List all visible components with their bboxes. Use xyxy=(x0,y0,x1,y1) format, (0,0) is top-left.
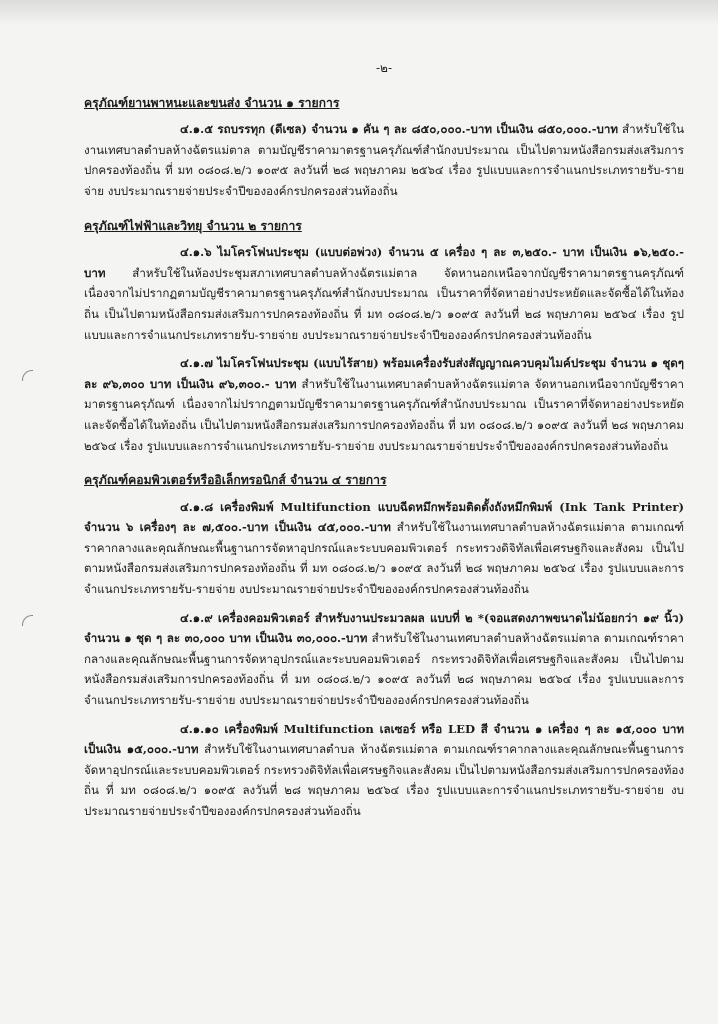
item-paragraph xyxy=(84,608,684,711)
item-body: สำหรับใช้ในงานเทศบาลตำบล ห้างฉัตรแม่ตาล ตามเกณฑ์ราคากลางและคุณลักษณะพื้นฐานการจัดหาอุปกรณ์และระบบคอมพิวเตอร์ กระทรวงดิจิทัลเพื่อเศรษฐกิจและสังคม เป็นไปตามหนังสือกรมส่งเสริมการปกครองท้องถิ่น ที่ มท ๐๘๐๘.๒/ว ๑๐๙๕ ลงวันที่ ๒๘ พฤษภาคม ๒๕๖๔ เรื่อง รูปแบบและการจำแนกประเภทรายรับ-รายจ่าย งบประมาณรายจ่ายประจำปีขององค์กรปกครองส่วนท้องถิ่น xyxy=(84,742,684,818)
section-heading: ครุภัณฑ์ไฟฟ้าและวิทยุ จำนวน ๒ รายการ xyxy=(84,218,302,233)
item-paragraph xyxy=(84,119,684,201)
item-body: สำหรับใช้ในงานเทศบาลตำบลห้างฉัตรแม่ตาล ตามบัญชีราคามาตรฐานครุภัณฑ์สำนักงบประมาณ เป็นไปตามหนังสือกรมส่งเสริมการปกครองท้องถิ่น ที่ มท ๐๘๐๘.๒/ว ๑๐๙๕ ลงวันที่ ๒๘ พฤษภาคม ๒๕๖๔ เรื่อง รูปแบบและการจำแนกประเภทรายรับ-รายจ่าย งบประมาณรายจ่ายประจำปีขององค์กรปกครองส่วนท้องถิ่น xyxy=(84,122,684,198)
item-body: สำหรับใช้ในงานเทศบาลตำบลห้างฉัตรแม่ตาล ตามเกณฑ์ราคากลางและคุณลักษณะพื้นฐานการจัดหาอุปกรณ์และระบบคอมพิวเตอร์ กระทรวงดิจิทัลเพื่อเศรษฐกิจและสังคม เป็นไปตามหนังสือกรมส่งเสริมการปกครองท้องถิ่น ที่ มท ๐๘๐๘.๒/ว ๑๐๙๕ ลงวันที่ ๒๘ พฤษภาคม ๒๕๖๔ เรื่อง รูปแบบและการจำแนกประเภทรายรับ-รายจ่าย งบประมาณรายจ่ายประจำปีขององค์กรปกครองส่วนท้องถิ่น xyxy=(84,631,684,708)
binding-hole-mark xyxy=(22,615,33,626)
scan-top-edge xyxy=(0,0,718,26)
item-body: สำหรับใช้ในห้องประชุมสภาเทศบาลตำบลห้างฉัตรแม่ตาล จัดหานอกเหนือจากบัญชีราคามาตรฐานครุภัณฑ์ เนื่องจากไม่ปรากฏตามบัญชีราคามาตรฐานครุภัณฑ์สำนักงบประมาณ เป็นราคาที่จัดหาอย่างประหยัดและจัดซื้อได้ในท้องถิ่น เป็นไปตามหนังสือกรมส่งเสริมการปกครองท้องถิ่น ที่ มท ๐๘๐๘.๒/ว ๑๐๙๕ ลงวันที่ ๒๘ พฤษภาคม ๒๕๖๔ เรื่อง รูปแบบและการจำแนกประเภทรายรับ-รายจ่าย งบประมาณรายจ่ายประจำปีขององค์กรปกครองส่วนท้องถิ่น xyxy=(84,265,684,342)
item-title: ๔.๑.๑๐ เครื่องพิมพ์ Multifunction เลเซอร์ หรือ LED สี จำนวน ๑ เครื่อง ๆ ละ ๑๕,๐๐๐ บาท เป็นเงิน ๑๕,๐๐๐.-บาท xyxy=(84,721,684,757)
item-title: ๔.๑.๙ เครื่องคอมพิวเตอร์ สำหรับงานประมวลผล แบบที่ ๒ *(จอแสดงภาพขนาดไม่น้อยกว่า ๑๙ นิ้ว) จำนวน ๑ ชุด ๆ ละ ๓๐,๐๐๐ บาท เป็นเงิน ๓๐,๐๐๐.-บาท xyxy=(84,610,684,646)
section-heading: ครุภัณฑ์คอมพิวเตอร์หรืออิเล็กทรอนิกส์ จำนวน ๔ รายการ xyxy=(84,473,387,488)
item-body: สำหรับใช้ในงานเทศบาลตำบลห้างฉัตรแม่ตาล ตามเกณฑ์ราคากลางและคุณลักษณะพื้นฐานการจัดหาอุปกรณ์และระบบคอมพิวเตอร์ กระทรวงดิจิทัลเพื่อเศรษฐกิจและสังคม เป็นไปตามหนังสือกรมส่งเสริมการปกครองท้องถิ่น ที่ มท ๐๘๐๘.๒/ว ๑๐๙๕ ลงวันที่ ๒๘ พฤษภาคม ๒๕๖๔ เรื่อง รูปแบบและการจำแนกประเภทรายรับ-รายจ่าย งบประมาณรายจ่ายประจำปีขององค์กรปกครองส่วนท้องถิ่น xyxy=(84,520,684,597)
item-paragraph xyxy=(84,497,684,600)
item-paragraph xyxy=(84,242,684,345)
item-title: ๔.๑.๗ ไมโครโฟนประชุม (แบบไร้สาย) พร้อมเครื่องรับส่งสัญญาณควบคุมไมค์ประชุม จำนวน ๑ ชุดๆ ละ ๙๖,๓๐๐ บาท เป็นเงิน ๙๖,๓๐๐.- บาท xyxy=(84,356,684,391)
section-electrical xyxy=(84,216,684,457)
binding-hole-mark xyxy=(22,370,33,381)
item-title: ๔.๑.๖ ไมโครโฟนประชุม (แบบต่อพ่วง) จำนวน ๕ เครื่อง ๆ ละ ๓,๒๕๐.- บาท เป็นเงิน ๑๖,๒๕๐.- บาท xyxy=(84,245,684,280)
item-title: ๔.๑.๘ เครื่องพิมพ์ Multifunction แบบฉีดหมึกพร้อมติดตั้งถังหมึกพิมพ์ (Ink Tank Printer) จำนวน ๖ เครื่องๆ ละ ๗,๕๐๐.-บาท เป็นเงิน ๔๕,๐๐๐.-บาท xyxy=(84,499,684,535)
item-body: สำหรับใช้ในงานเทศบาลตำบลห้างฉัตรแม่ตาล จัดหานอกเหนือจากบัญชีราคามาตรฐานครุภัณฑ์ เนื่องจากไม่ปรากฏตามบัญชีราคามาตรฐานครุภัณฑ์สำนักงบประมาณ เป็นราคาที่จัดหาอย่างประหยัดและจัดซื้อได้ในท้องถิ่น เป็นไปตามหนังสือกรมส่งเสริมการปกครองท้องถิ่น ที่ มท ๐๘๐๘.๒/ว ๑๐๙๕ ลงวันที่ ๒๘ พฤษภาคม ๒๕๖๔ เรื่อง รูปแบบและการจำแนกประเภทรายรับ-รายจ่าย งบประมาณรายจ่ายประจำปีขององค์กรปกครองส่วนท้องถิ่น xyxy=(84,376,684,453)
item-paragraph xyxy=(84,719,684,822)
document-page xyxy=(84,58,684,830)
item-title: ๔.๑.๕ รถบรรทุก (ดีเซล) จำนวน ๑ คัน ๆ ละ ๘๕๐,๐๐๐.-บาท เป็นเงิน ๘๕๐,๐๐๐.-บาท xyxy=(180,122,619,137)
page-number: -๒- xyxy=(375,61,393,75)
section-heading: ครุภัณฑ์ยานพาหนะและขนส่ง จำนวน ๑ รายการ xyxy=(84,95,340,110)
section-computer xyxy=(84,470,684,822)
section-vehicles xyxy=(84,93,684,202)
item-paragraph xyxy=(84,353,684,456)
